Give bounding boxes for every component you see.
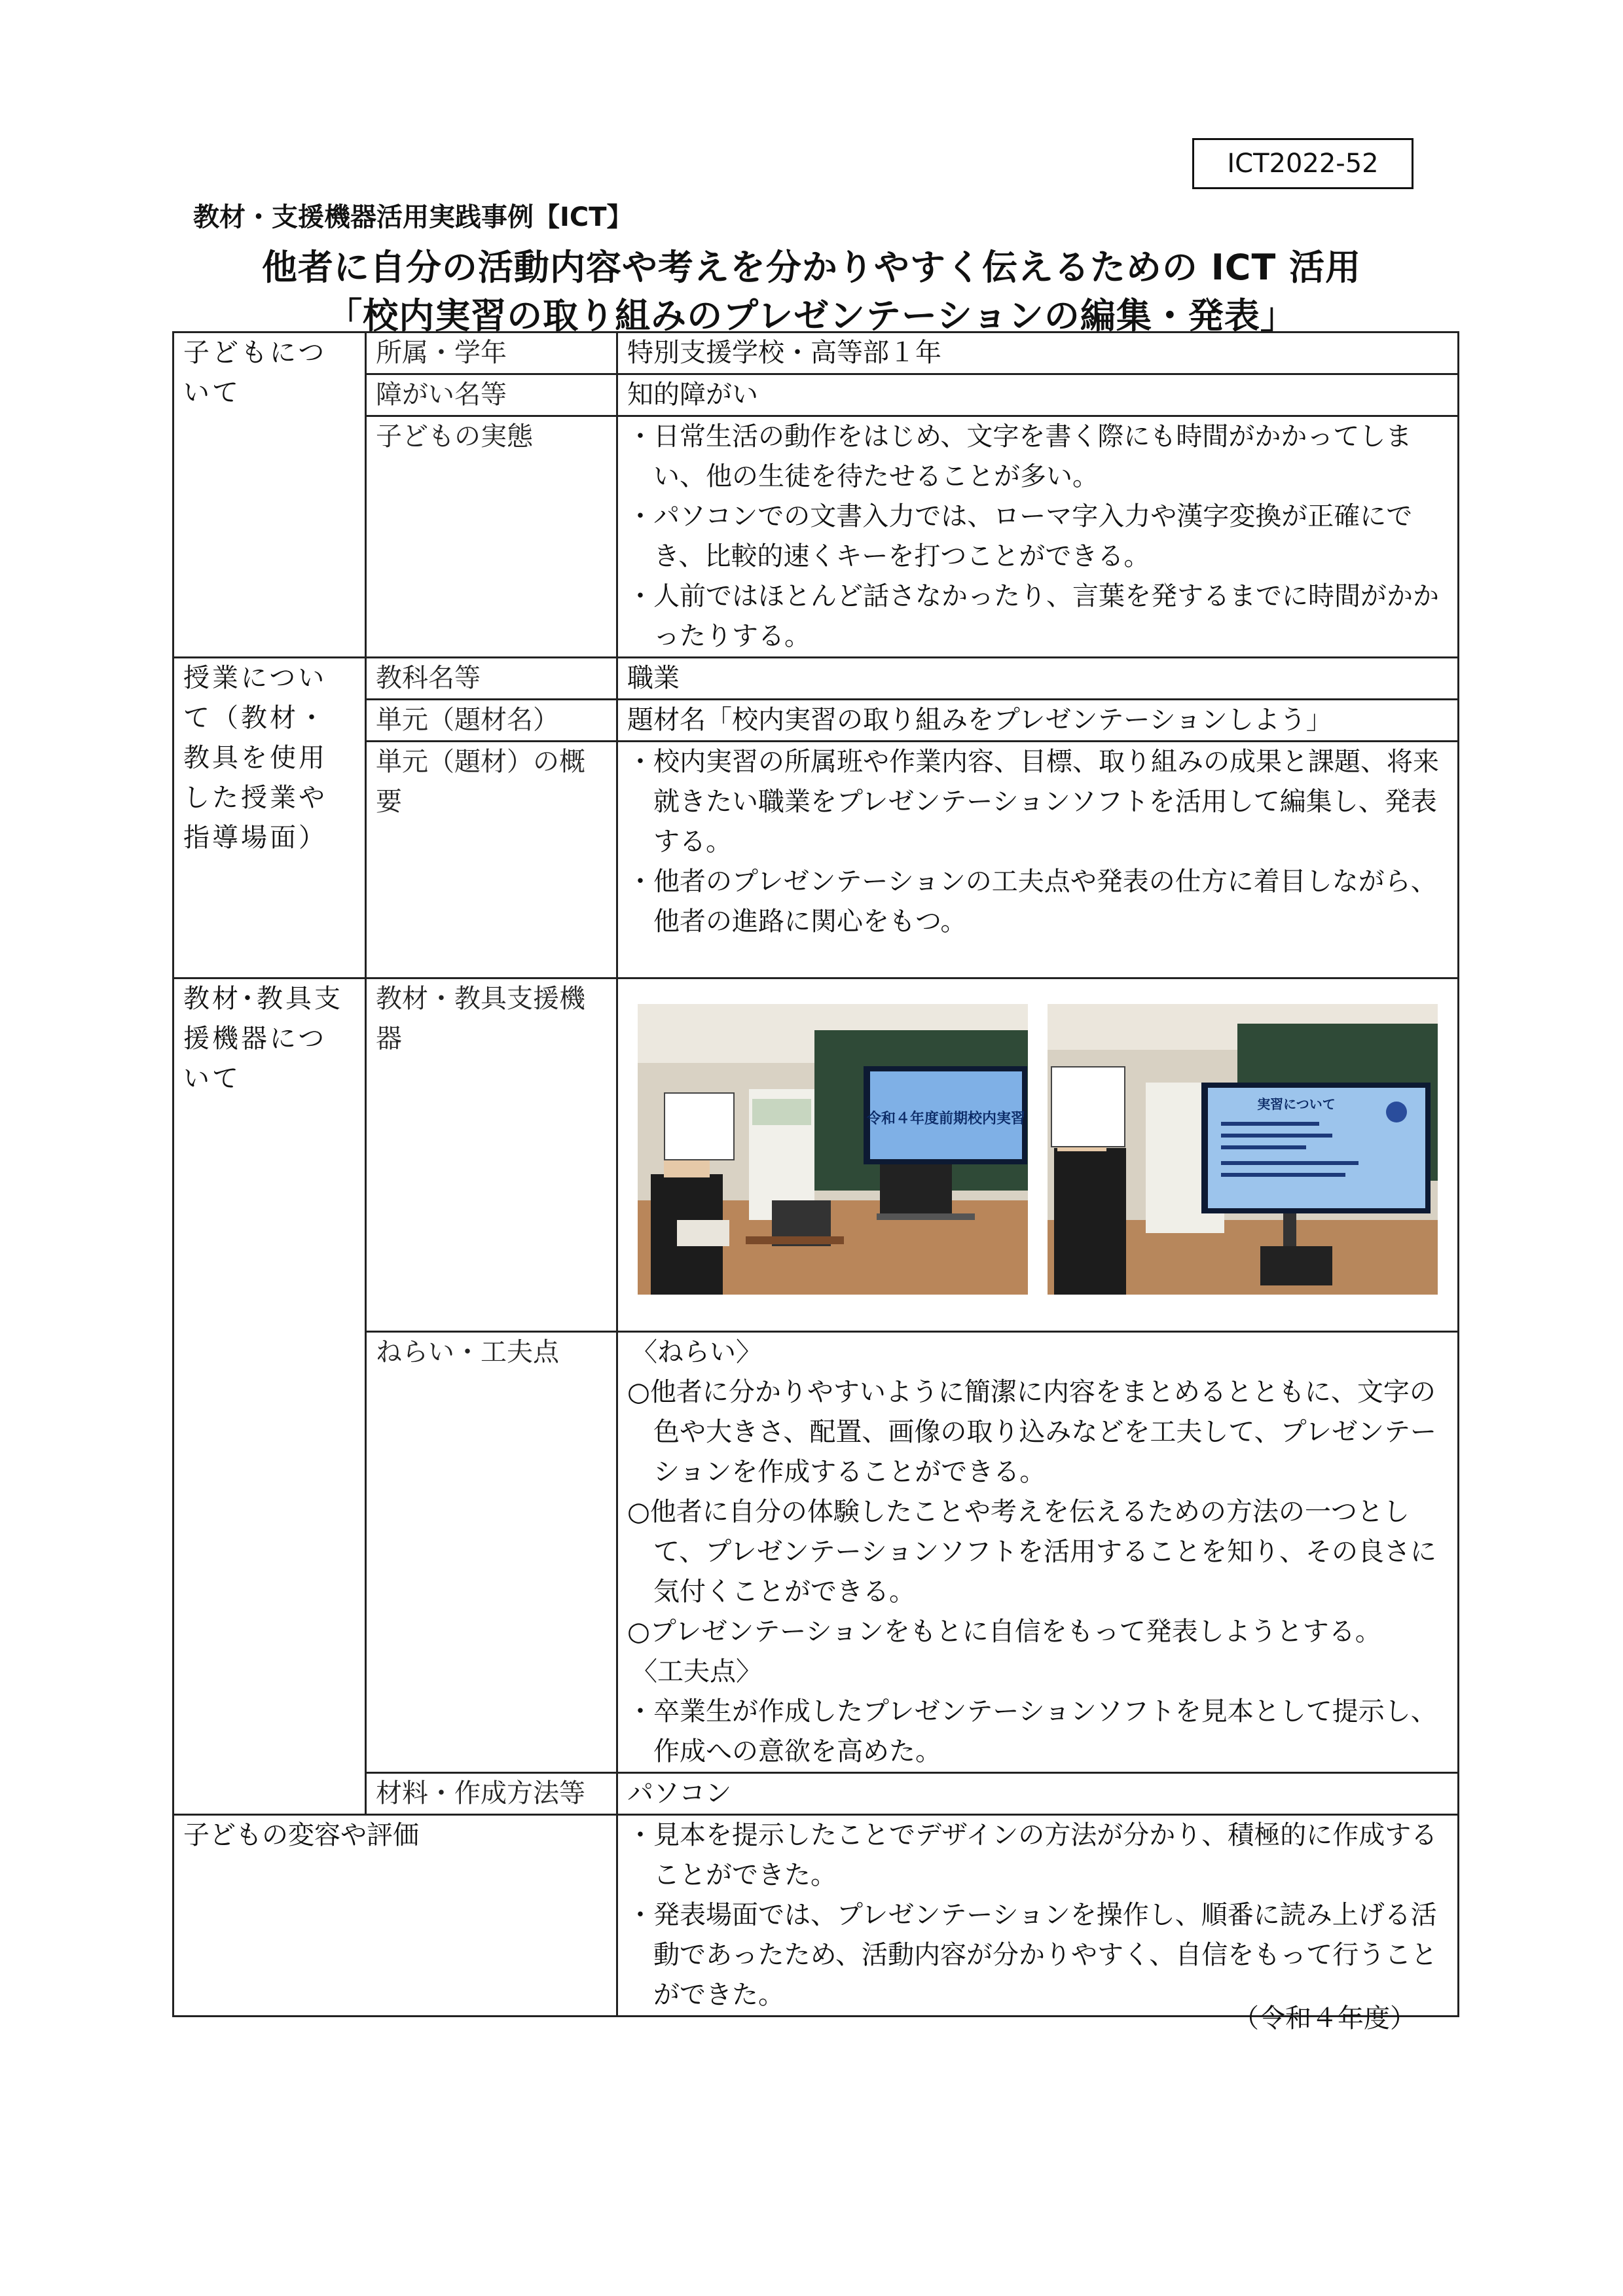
row-aims xyxy=(173,1332,1459,1773)
list-item: ・発表場面では、プレゼンテーションを操作し、順番に読み上げる活動であったため、活動内容が分かりやすく、自信をもって行うことができた。 xyxy=(627,1900,1438,2010)
value-equipment xyxy=(617,978,1459,1332)
label-child-status: 子どもの実態 xyxy=(366,416,617,658)
aim-item: ○他者に分かりやすいように簡潔に内容をまとめるとともに、文字の色や大きさ、配置、画像の取り込みなどを工夫して、プレゼンテーションを作成することができる。 xyxy=(627,1377,1436,1487)
value-unit: 題材名「校内実習の取り組みをプレゼンテーションしよう」 xyxy=(617,700,1459,742)
case-table xyxy=(172,331,1459,2017)
section-label-materials: 教材･教具支援機器について xyxy=(173,978,366,1815)
photo2-screen-text: 実習について xyxy=(1257,1096,1336,1112)
value-evaluation xyxy=(617,1815,1459,2017)
label-aims: ねらい・工夫点 xyxy=(366,1332,617,1773)
label-unit-overview: 単元（題材）の概要 xyxy=(366,742,617,978)
classroom-photo-2-illustration xyxy=(1048,1004,1438,1295)
classroom-photo-1 xyxy=(638,1004,1028,1295)
row-equipment xyxy=(173,978,1459,1332)
list-item: ・他者のプレゼンテーションの工夫点や発表の仕方に着目しながら、他者の進路に関心をもつ。 xyxy=(627,867,1437,937)
list-item: ・人前ではほとんど話さなかったり、言葉を発するまでに時間がかかったりする。 xyxy=(627,581,1439,651)
face-blur-mask xyxy=(1051,1066,1125,1147)
value-materials: パソコン xyxy=(617,1773,1459,1815)
photo1-screen-text: 令和４年度前期校内実習 xyxy=(866,1111,1026,1127)
category-label: 教材・支援機器活用実践事例【ICT】 xyxy=(193,202,633,232)
section-label-child: 子どもについて xyxy=(173,332,366,658)
aim-heading: 〈ねらい〉 xyxy=(631,1337,762,1367)
tip-item: ・卒業生が作成したプレゼンテーションソフトを見本として提示し、作成への意欲を高めた。 xyxy=(627,1696,1437,1767)
row-unit xyxy=(173,700,1459,742)
list-item: ・パソコンでの文書入力では、ローマ字入力や漢字変換が正確にでき、比較的速くキーを打つことができる。 xyxy=(627,501,1413,571)
row-evaluation xyxy=(173,1815,1459,2017)
label-unit: 単元（題材名） xyxy=(366,700,617,742)
document-id: ICT2022-52 xyxy=(1192,138,1413,189)
face-blur-mask xyxy=(664,1092,735,1160)
list-item: ・見本を提示したことでデザインの方法が分かり、積極的に作成することができた。 xyxy=(627,1820,1438,1890)
row-disability xyxy=(173,374,1459,416)
label-subject: 教科名等 xyxy=(366,658,617,700)
value-affiliation: 特別支援学校・高等部１年 xyxy=(617,332,1459,374)
value-disability: 知的障がい xyxy=(617,374,1459,416)
fiscal-year: （令和４年度） xyxy=(1233,2003,1416,2034)
row-subject xyxy=(173,658,1459,700)
value-subject: 職業 xyxy=(617,658,1459,700)
classroom-photo-2 xyxy=(1048,1004,1438,1295)
label-affiliation: 所属・学年 xyxy=(366,332,617,374)
aim-item: ○プレゼンテーションをもとに自信をもって発表しようとする。 xyxy=(627,1617,1381,1647)
value-child-status xyxy=(617,416,1459,658)
title-line-2: 「校内実習の取り組みのプレゼンテーションの編集・発表」 xyxy=(327,295,1296,336)
row-materials xyxy=(173,1773,1459,1815)
list-item: ・日常生活の動作をはじめ、文字を書く際にも時間がかかってしまい、他の生徒を待たせることが多い。 xyxy=(627,422,1412,492)
value-aims xyxy=(617,1332,1459,1773)
label-disability: 障がい名等 xyxy=(366,374,617,416)
tip-heading: 〈工夫点〉 xyxy=(631,1657,762,1687)
value-unit-overview xyxy=(617,742,1459,978)
row-unit-overview xyxy=(173,742,1459,978)
label-equipment: 教材・教具支援機器 xyxy=(366,978,617,1332)
row-affiliation xyxy=(173,332,1459,374)
section-label-evaluation: 子どもの変容や評価 xyxy=(173,1815,617,2017)
label-materials: 材料・作成方法等 xyxy=(366,1773,617,1815)
section-label-lesson: 授業について（教材・教具を使用した授業や指導場面） xyxy=(173,658,366,978)
title-line-1: 他者に自分の活動内容や考えを分かりやすく伝えるための ICT 活用 xyxy=(261,247,1362,288)
list-item: ・校内実習の所属班や作業内容、目標、取り組みの成果と課題、将来就きたい職業をプレゼンテーションソフトを活用して編集し、発表する。 xyxy=(627,747,1439,857)
row-child-status xyxy=(173,416,1459,658)
aim-item: ○他者に自分の体験したことや考えを伝えるための方法の一つとして、プレゼンテーションソフトを活用することを知り、その良さに気付くことができる。 xyxy=(627,1497,1436,1607)
